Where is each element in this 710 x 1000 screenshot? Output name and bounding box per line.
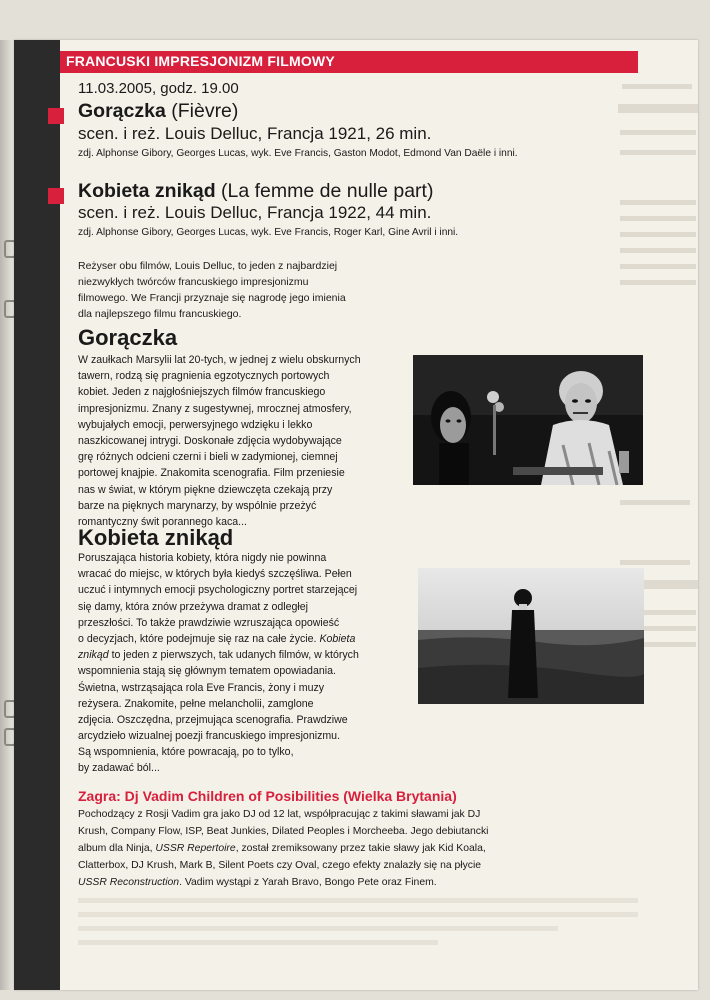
film-still-fievre: [413, 355, 643, 485]
body-text: , został zremiksowany przez takie sławy jak Kid Koala,: [235, 843, 486, 854]
film-crew-1: zdj. Alphonse Gibory, Georges Lucas, wyk. Eve Francis, Gaston Modot, Edmond Van Daële i inni.: [78, 148, 518, 159]
section-body-1: [78, 352, 361, 530]
body-line: uczuć i intymnych emocji psychologiczny portret starzejącej: [78, 584, 358, 597]
section-title-2: Kobieta znikąd: [78, 525, 234, 550]
show-through: [78, 912, 638, 917]
body-line: arcydzieło wizualnej poezji francuskiego impresjonizmu.: [78, 730, 341, 743]
body-line: impresjonizmu. Znany z sugestywnej, mrocznej atmosfery,: [78, 402, 352, 415]
body-line: portowej knajpie. Znakomita scenografia. Film przeniesie: [78, 467, 345, 480]
intro-line: filmowego. We Francji przyznaje się nagrodę jego imienia: [78, 292, 346, 304]
section-header-text: FRANCUSKI IMPRESJONIZM FILMOWY: [66, 53, 335, 69]
show-through: [612, 70, 698, 970]
body-line: barze na pięknych marynarzy, by wspólnie przeżyć: [78, 499, 317, 512]
film-title-1: [78, 100, 238, 123]
show-through: [78, 898, 638, 903]
body-line: wybujałych emocji, perwersyjnego wdzięku i lekko: [78, 418, 313, 431]
body-line: Są wspomnienia, które powracają, po to tylko,: [78, 746, 294, 759]
film-still-femme-de-nulle-part: [418, 568, 644, 704]
film-original-title: (La femme de nulle part): [221, 180, 434, 202]
body-line: [78, 631, 359, 647]
film-title-2: [78, 180, 433, 203]
body-line: nas w świat, w którym piękne dziewczęta czekają przy: [78, 483, 333, 496]
body-line: naszkicowanej intrygi. Doskonałe zdjęcia wydobywające: [78, 434, 342, 447]
body-line: się damy, która znów przeżywa dramat z odległej: [78, 600, 309, 613]
body-line: wracać do miejsc, w których była kiedyś szczęśliwa. Pełen: [78, 568, 352, 581]
body-line: zdjęcia. Oszczędna, przejmująca scenografia. Prawdziwe: [78, 713, 348, 726]
film-credit-2: scen. i reż. Louis Delluc, Francja 1922, 44 min.: [78, 203, 432, 222]
show-through: [78, 926, 558, 931]
body-line: grę różnych odcieni czerni i bieli w zadymionej, ciemnej: [78, 451, 338, 464]
body-line: by zadawać ból...: [78, 762, 160, 775]
red-square-marker: [48, 108, 64, 124]
body-line: [78, 647, 359, 663]
intro-paragraph: [78, 258, 408, 322]
section-header: [60, 51, 638, 73]
body-line: tawern, rodzą się pragnienia egzotycznych portowych: [78, 370, 330, 383]
body-text: to jeden z pierwszych, tak udanych filmów, w których: [111, 649, 359, 662]
body-line: Pochodzący z Rosji Vadim gra jako DJ od 12 lat, współpracując z takimi sławami jak DJ: [78, 809, 481, 820]
body-line: [78, 874, 488, 891]
film-crew-2: zdj. Alphonse Gibory, Georges Lucas, wyk. Eve Francis, Roger Karl, Gine Avril i inni.: [78, 227, 459, 238]
italic-album-title: USSR Reconstruction: [78, 877, 180, 888]
section-body-2: [78, 550, 359, 777]
body-line: Poruszająca historia kobiety, która nigdy nie powinna: [78, 552, 327, 564]
body-line: kobiet. Jeden z najgłośniejszych filmów francuskiego: [78, 386, 326, 399]
body-line: romantyczny świt porannego kaca...: [78, 515, 247, 528]
section-title-1: Gorączka: [78, 325, 178, 350]
italic-album-title: USSR Repertoire: [155, 843, 236, 854]
film-title-text: Gorączka: [78, 100, 166, 122]
body-text: o decyzjach, które podejmuje się raz na całe życie.: [78, 632, 317, 645]
body-line: reżysera. Znakomite, pełne melancholii, zamglone: [78, 697, 314, 710]
body-line: Clatterbox, DJ Krush, Mark B, Silent Poets czy Oval, czego efekty znalazły się na płycie: [78, 860, 482, 871]
show-through: [78, 940, 438, 945]
body-line: Świetna, wstrząsająca rola Eve Francis, żony i muzy: [78, 681, 325, 694]
binding-fold: [0, 40, 14, 990]
body-line: [78, 840, 488, 857]
film-original-title: (Fièvre): [171, 100, 239, 122]
italic-film-title: Kobieta: [319, 632, 356, 645]
intro-line: niezwykłych twórców francuskiego impresjonizmu: [78, 276, 309, 288]
film-title-text: Kobieta znikąd: [78, 180, 216, 202]
intro-line: Reżyser obu filmów, Louis Delluc, to jeden z najbardziej: [78, 260, 338, 272]
body-line: Krush, Company Flow, ISP, Beat Junkies, Dilated Peoples i Morcheeba. Jego debiutancki: [78, 826, 489, 837]
body-text: album dla Ninja,: [78, 843, 153, 854]
italic-film-title: znikąd: [78, 649, 109, 662]
side-bar: [14, 40, 60, 990]
film-credit-1: scen. i reż. Louis Delluc, Francja 1921, 26 min.: [78, 124, 432, 143]
red-square-marker: [48, 188, 64, 204]
screening-date: 11.03.2005, godz. 19.00: [78, 80, 239, 97]
body-line: przeszłości. To także prawdziwie wzruszająca opowieść: [78, 616, 340, 629]
performance-description: [78, 806, 488, 891]
body-line: W zaułkach Marsylii lat 20-tych, w jednej z wielu obskurnych: [78, 354, 361, 366]
body-text: . Vadim wystąpi z Yarah Bravo, Bongo Pete oraz Finem.: [179, 877, 437, 888]
intro-line: dla najlepszego filmu francuskiego.: [78, 308, 242, 320]
performance-title: Zagra: Dj Vadim Children of Posibilities (Wielka Brytania): [78, 788, 457, 804]
body-line: wspomnienia stają się głównym tematem opowiadania.: [78, 665, 336, 678]
